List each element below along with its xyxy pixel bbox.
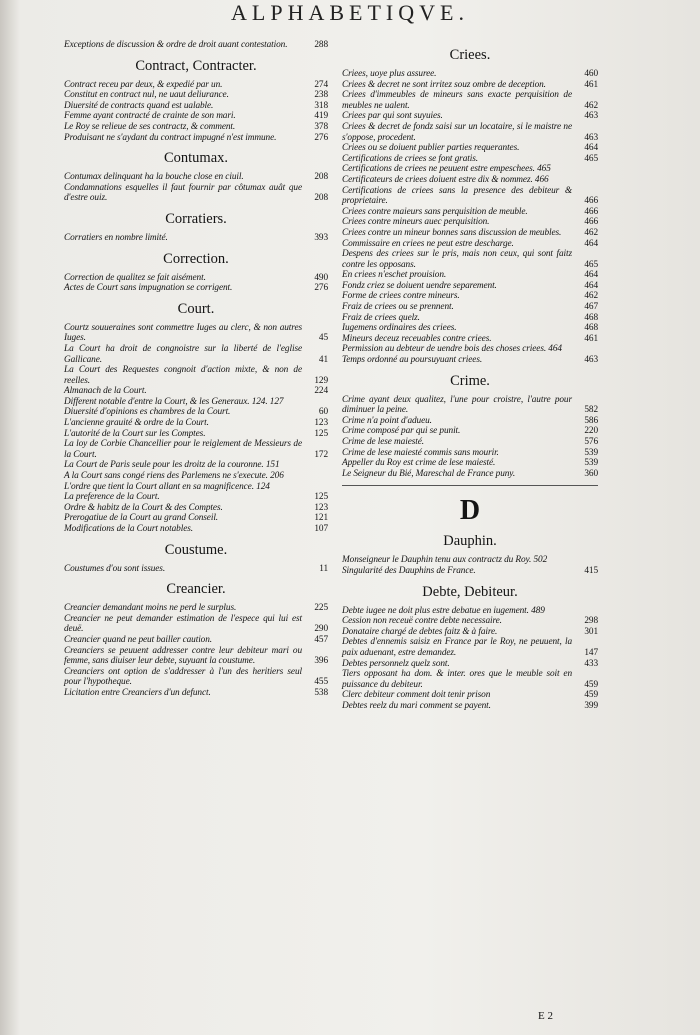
entry-text: Debte iugee ne doit plus estre debatue en iugement. 489 [342,605,545,616]
entry-text: Debtes d'ennemis saisiz en France par le Roy, ne peuuent, la paix aduenant, estre demandez. [342,637,572,658]
index-entry [342,426,598,437]
entry-text: Fraiz de criees ou se prennent. [342,302,454,313]
entry-text: Condamnations esquelles il faut fournir par côtumax auât que d'estre ouiz. [64,182,302,204]
index-entry [342,186,598,207]
index-entry [64,646,328,667]
entry-text: Debtes personnelz quelz sont. [342,658,450,669]
index-entry [342,239,598,250]
page-reference: 208 [314,193,328,204]
section-heading: Correction. [163,250,229,267]
index-entry [342,637,598,658]
section-heading: Contract, Contracter. [135,57,257,74]
index-entry [64,344,328,365]
page-reference: 459 [584,679,598,690]
page-reference: 538 [314,687,328,698]
index-entry [342,416,598,427]
entry-text: Donataire chargé de debtes faitz & à faire. [342,626,498,637]
page-reference: 172 [314,449,328,460]
index-entry [342,164,598,175]
page-reference: 238 [314,90,328,101]
index-entry [342,701,598,712]
page-reference: 274 [314,79,328,90]
index-entry [342,207,598,218]
index-entry [64,111,328,122]
index-entry [342,627,598,638]
page-reference: 462 [584,291,598,302]
entry-text: Crime de lese maiesté. [342,437,424,447]
entry-text: Fondz criez se doiuent uendre separement. [342,280,497,291]
page-reference: 460 [584,69,598,79]
index-entry [342,291,598,302]
index-entry [342,606,598,617]
entry-text: Contumax delinquant ha la bouche close en ciuil. [64,172,244,183]
page-reference: 465 [584,153,598,164]
entry-text: Criees contre un mineur bonnes sans discussion de meubles. [342,227,562,238]
index-entry [64,122,328,133]
index-entry [64,90,328,101]
entry-text: Creanciers ont option de s'addresser à l'un des heritiers seul pour l'hypotheque. [64,666,302,688]
index-entry [64,386,328,397]
page-reference: 318 [314,100,328,111]
index-entry [342,154,598,165]
index-entry [64,482,328,493]
entry-text: Contract receu par deux, & expedié par un. [64,79,223,90]
index-entry [342,669,598,690]
page-reference: 290 [314,624,328,635]
index-entry [342,344,598,355]
entry-text: Crime composé par qui se punit. [342,426,461,437]
index-entry [342,228,598,239]
page-reference: 129 [314,375,328,386]
section-heading: Creancier. [166,581,226,598]
entry-text: Crime de lese maiesté commis sans mourir. [342,447,499,458]
entry-text: Permission au debteur de uendre bois des choses criees. 464 [342,344,562,355]
index-entry [342,555,598,566]
index-entry [342,80,598,91]
page-reference: 463 [584,355,598,366]
entry-text: Le Roy se relieue de ses contractz, & comment. [64,121,236,132]
index-entry [64,492,328,503]
index-entry [342,616,598,627]
entry-text: Criees par qui sont suyuies. [342,111,443,122]
entry-text: Criees, uoye plus assuree. [342,69,437,79]
entry-text: Creancier ne peut demander estimation de l'espece qui lui est deuë. [64,613,302,635]
entry-text: Actes de Court sans impugnation se corrigent. [64,283,233,294]
entry-text: La Court des Requestes congnoit d'action mixte, & non de reelles. [64,365,302,386]
entry-text: En criees n'eschet prouision. [342,270,447,281]
page-reference: 468 [584,323,598,334]
entry-text: Crime ayant deux qualitez, l'une pour croistre, l'autre pour diminuer la peine. [342,394,572,416]
section-heading: Contumax. [163,150,229,167]
section-heading: Debte, Debiteur. [422,583,518,600]
page-reference: 539 [584,447,598,458]
index-entry [64,40,328,51]
page-reference: 463 [584,132,598,143]
entry-text: Certifications de criees sans la presence des debiteur & proprietaire. [342,185,572,207]
entry-text: Certifications de criees ne peuuent estre empeschees. 465 [342,164,551,175]
entry-text: Singularité des Dauphins de France. [342,565,476,576]
section-heading: Criees. [449,47,491,63]
index-entry [64,667,328,688]
index-entry [64,133,328,144]
index-entry [342,448,598,459]
page-reference: 45 [318,333,328,344]
entry-text: Monseigneur le Dauphin tenu aux contractz du Roy. 502 [342,555,548,566]
entry-text: Corratiers en nombre limité. [64,232,168,243]
index-entry [64,323,328,344]
page-reference: 586 [584,415,598,426]
index-entry [64,233,328,244]
index-column-right [342,40,598,712]
entry-text: Diuersité de contracts quand est ualable. [64,100,214,111]
page-reference: 11 [319,563,328,574]
entry-text: Exceptions de discussion & ordre de droit auant contestation. [64,40,288,50]
index-entry [64,439,328,460]
running-head: ALPHABETIQVE. [231,0,469,25]
entry-text: A la Court sans congé riens des Parlemens ne s'execute. 206 [64,471,284,482]
page-reference: 419 [314,111,328,122]
entry-text: Debtes reelz du mari comment se payent. [342,700,491,711]
index-entry [342,355,598,366]
index-entry [64,283,328,294]
page-reference: 225 [314,603,328,614]
entry-text: Tiers opposant ha dom. & inter. ores que le meuble soit en puissance du debiteur. [342,669,572,690]
index-entry [64,429,328,440]
page-reference: 433 [584,658,598,669]
index-entry [64,397,328,408]
entry-text: Correction de qualitez se fait aisément. [64,272,206,283]
index-entry [342,249,598,270]
entry-text: La preference de la Court. [64,492,160,503]
index-entry [64,460,328,471]
index-entry [342,458,598,469]
index-entry [342,469,598,480]
page-reference: 466 [584,196,598,207]
page-reference: 121 [314,513,328,524]
entry-text: Modifications de la Court notables. [64,524,193,534]
index-entry [64,183,328,204]
index-entry [342,143,598,154]
index-entry [64,407,328,418]
index-entry [342,217,598,228]
index-entry [342,281,598,292]
page-reference: 107 [314,524,328,534]
index-entry [342,270,598,281]
page-reference: 125 [314,492,328,503]
section-heading: Coustume. [164,541,228,558]
index-entry [64,101,328,112]
entry-text: Different notable d'entre la Court, & les Generaux. 124. 127 [64,396,284,407]
entry-text: Constitut en contract nul, ne uaut deliurance. [64,90,229,101]
page-reference: 288 [314,40,328,50]
page-reference: 378 [314,121,328,132]
page-reference: 461 [584,333,598,344]
entry-text: Temps ordonné au poursuyuant criees. [342,355,483,366]
entry-text: L'ordre que tient la Court allant en sa magnificence. 124 [64,481,270,492]
entry-text: Courtz souueraines sont commettre Iuges au clerc, & non autres Iuges. [64,322,302,344]
index-entry [64,365,328,386]
page-reference: 276 [314,283,328,294]
page-reference: 125 [314,428,328,439]
index-entry [64,688,328,699]
entry-text: La loy de Corbie Chancellier pour le reiglement de Messieurs de la Court. [64,439,302,460]
page-reference: 464 [584,143,598,154]
index-entry [64,524,328,535]
page-reference: 466 [584,206,598,217]
page-reference: 415 [584,565,598,576]
entry-text: Creancier quand ne peut bailler caution. [64,634,212,645]
page-reference: 582 [584,405,598,416]
page-reference: 467 [584,302,598,313]
page-reference: 399 [584,700,598,711]
entry-text: Crime n'a point d'adueu. [342,415,432,426]
page-reference: 220 [584,426,598,437]
page-reference: 123 [314,502,328,513]
index-entry [64,80,328,91]
entry-text: La Court de Paris seule pour les droitz de la couronne. 151 [64,460,280,471]
entry-text: La Court ha droit de congnoistre sur la liberté de l'eglise Gallicane. [64,343,302,365]
entry-text: Clerc debiteur comment doit tenir prison [342,690,491,701]
index-entry [64,471,328,482]
entry-text: Le Seigneur du Bié, Mareschal de France puny. [342,468,516,479]
page-reference: 455 [314,677,328,688]
index-entry [342,111,598,122]
entry-text: Certificateurs de criees doiuent estre dix & nommez. 466 [342,174,549,185]
entry-text: Ordre & habitz de la Court & des Comptes. [64,502,223,513]
page-reference: 396 [314,656,328,667]
index-entry [342,302,598,313]
index-entry [342,69,598,80]
entry-text: Criees contre mineurs auec perquisition. [342,217,490,228]
section-heading: Court. [177,300,215,317]
index-entry [64,418,328,429]
entry-text: Creancier demandant moins ne perd le surplus. [64,603,237,614]
index-entry [342,566,598,577]
page-reference: 490 [314,272,328,283]
index-entry [64,603,328,614]
page-reference: 539 [584,458,598,469]
entry-text: Despens des criees sur le pris, mais non ceux, qui sont faitz contre les opposans. [342,249,572,270]
section-heading: Dauphin. [443,533,497,550]
index-entry [342,437,598,448]
entry-text: Criees contre maieurs sans perquisition de meuble. [342,206,528,217]
page-reference: 276 [314,132,328,143]
entry-text: L'ancienne grauité & ordre de la Court. [64,418,209,429]
page-reference: 60 [318,407,328,418]
index-entry [64,635,328,646]
entry-text: Licitation entre Creanciers d'un defunct. [64,687,211,698]
index-entry [342,90,598,111]
entry-text: Fraiz de criees quelz. [342,312,420,323]
entry-text: Iugemens ordinaires des criees. [342,323,457,334]
page-reference: 301 [584,626,598,637]
entry-text: Commissaire en criees ne peut estre descharge. [342,238,514,249]
page-reference: 462 [584,100,598,111]
index-entry [342,175,598,186]
page-reference: 298 [584,616,598,627]
index-entry [342,323,598,334]
index-entry [342,395,598,416]
section-heading: Corratiers. [165,210,227,227]
entry-text: Prerogatiue de la Court au grand Conseil. [64,513,219,524]
entry-text: Criees ou se doiuent publier parties requerantes. [342,143,520,154]
entry-text: Mineurs deceuz receuables contre criees. [342,333,492,344]
index-entry [342,659,598,670]
printer-signature: E 2 [538,1010,553,1022]
index-entry [342,690,598,701]
index-entry [64,614,328,635]
page-reference: 41 [318,354,328,365]
entry-text: Almanach de la Court. [64,386,147,397]
page-reference: 224 [314,386,328,397]
page-reference: 461 [584,79,598,90]
entry-text: Creanciers se peuuent addresser contre leur debiteur mari ou femme, sans diuiser leur debte, suyuant la coustume. [64,645,302,667]
page-reference: 393 [314,232,328,243]
index-entry [64,513,328,524]
entry-text: Cession non receuë contre debte necessaire. [342,616,502,627]
page-reference: 464 [584,238,598,249]
index-entry [342,122,598,143]
entry-text: Criees & decret de fondz saisi sur un locataire, si le maistre ne s'oppose, procedent. [342,121,572,143]
index-entry [64,172,328,183]
page-reference: 463 [584,111,598,122]
entry-text: Diuersité d'opinions es chambres de la Court. [64,407,231,418]
page-reference: 576 [584,437,598,447]
page-reference: 468 [584,312,598,323]
entry-text: Certifications de criees se font gratis. [342,153,478,164]
page-reference: 462 [584,227,598,238]
section-divider [342,485,598,486]
page-reference: 464 [584,270,598,281]
page-reference: 459 [584,690,598,701]
index-entry [342,334,598,345]
index-entry [342,313,598,324]
entry-text: Forme de criees contre mineurs. [342,291,460,302]
page-reference: 466 [584,217,598,228]
entry-text: Femme ayant contracté de crainte de son mari. [64,111,236,122]
page-reference: 208 [314,172,328,183]
entry-text: Produisant ne s'aydant du contract impugné n'est immune. [64,132,277,143]
index-column-left [64,40,328,699]
entry-text: Criees d'immeubles de mineurs sans exacte perquisition de meubles ne ualent. [342,90,572,111]
page-reference: 457 [314,634,328,645]
alphabet-letter-heading: D [459,495,481,527]
page-reference: 465 [584,259,598,270]
page-reference: 123 [314,418,328,429]
page-reference: 360 [584,468,598,479]
section-heading: Crime. [450,372,490,389]
page-reference: 464 [584,280,598,291]
page-reference: 147 [584,647,598,658]
entry-text: Appeller du Roy est crime de lese maiesté. [342,458,496,469]
entry-text: L'autorité de la Court sur les Comptes. [64,428,206,439]
index-entry [64,564,328,575]
entry-text: Criees & decret ne sont irritez souz ombre de deception. [342,79,546,90]
entry-text: Coustumes d'ou sont issues. [64,563,166,574]
index-entry [64,503,328,514]
index-entry [64,273,328,284]
